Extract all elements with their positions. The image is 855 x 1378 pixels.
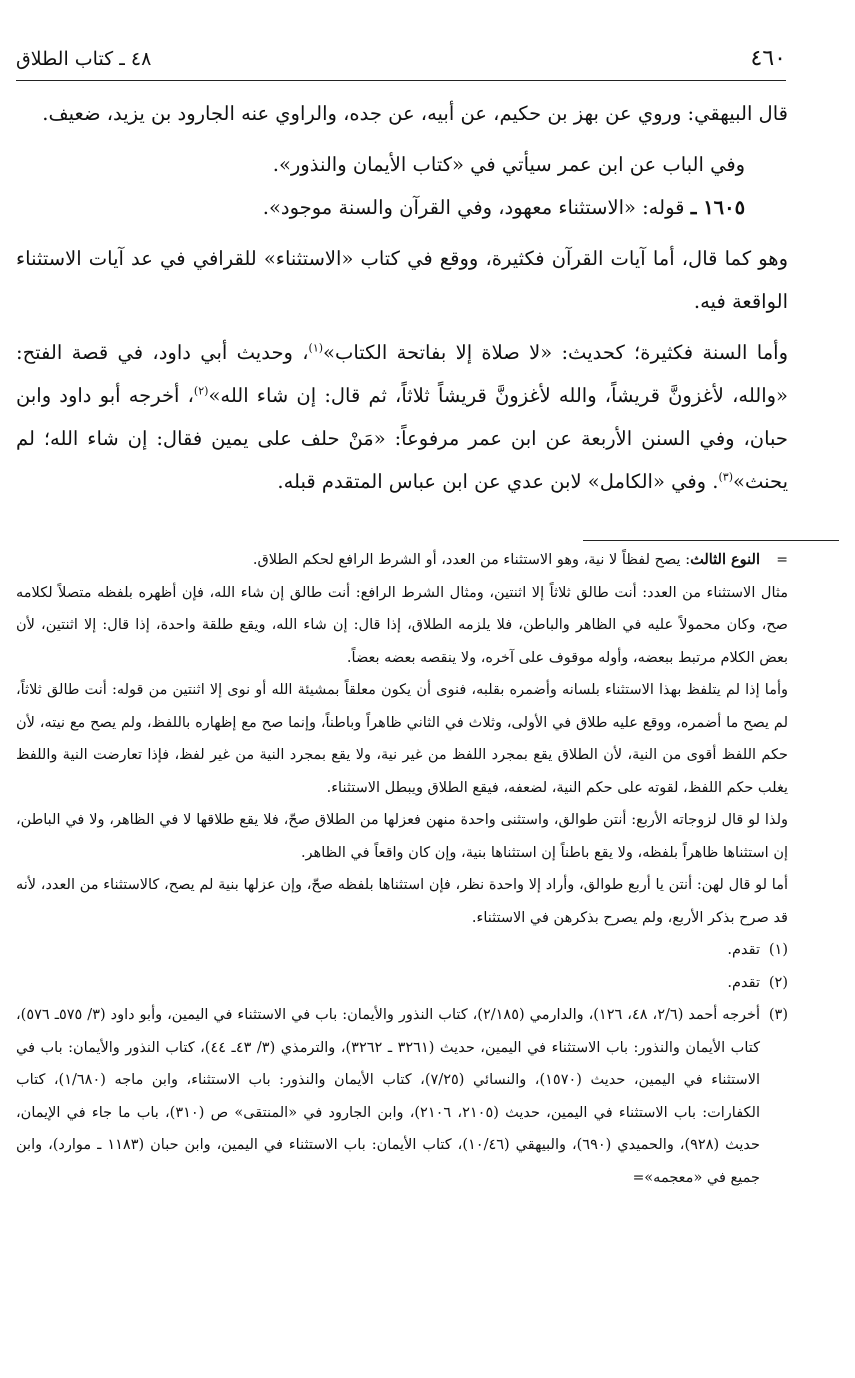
paragraph-quran-verses: وهو كما قال، أما آيات القرآن فكثيرة، ووقع في كتاب «الاستثناء» للقرافي في عد آيات الاستثناء الواقعة فيه.	[16, 247, 788, 313]
footnote-1	[16, 934, 788, 967]
footnote-text: تقدم.	[727, 974, 760, 991]
page-number: ٤٦٠	[750, 46, 786, 71]
note-paragraph-example: مثال الاستثناء من العدد: أنت طالق ثلاثاً إلا اثنتين، ومثال الشرط الرافع: أنت طالق إن شاء الله، فإن أظهره بلفظه متصلاً لكلامه صح، وكان محمولاً عليه في الظاهر والباطن، فلا يلزمه الطلاق، إذا قال: إن شاء الله، ويقع طلقة واحدة، إذا قال: إلا اثنتين، لأن بعض الكلام مرتبط ببعضه، وأوله موقوف على آخره، ولا ينقصه بعضه بعضاً.	[16, 584, 788, 666]
note-heading-text: : يصح لفظاً لا نية، وهو الاستثناء من العدد، أو الشرط الرافع لحكم الطلاق.	[252, 552, 691, 568]
footnotes	[16, 544, 788, 1194]
paragraph-1605	[16, 186, 788, 229]
sunnah-text-a: وأما السنة فكثيرة؛ كحديث: «لا صلاة إلا بفاتحة الكتاب»	[323, 341, 788, 364]
note-paragraph-four-wives: ولذا لو قال لزوجاته الأربع: أنتن طوالق، واستثنى واحدة منهن فعزلها من الطلاق صحّ، فلا يقع طلاقها لا في الظاهر، ولا في الباطن، إن استثناها ظاهراً بلفظه، ولا يقع باطناً إن استثناها بنية، وإن كان واقعاً في الظاهر.	[16, 812, 788, 861]
sunnah-text-b: ، وحديث أبي داود، في قصة الفتح: «والله، لأغزونَّ قريشاً، والله لأغزونَّ قريشاً ثلاثاً، ثم قال: إن شاء الله»	[16, 341, 788, 407]
hadith-number: ١٦٠٥ ـ	[690, 196, 746, 219]
sunnah-text-d: . وفي «الكامل» لابن عدي عن ابن عباس المتقدم قبله.	[277, 470, 719, 493]
footnote-text	[16, 999, 760, 1194]
paragraph-bayhaqi: قال البيهقي: وروي عن بهز بن حكيم، عن أبيه، عن جده، والراوي عنه الجارود بن يزيد، ضعيف.	[42, 102, 788, 125]
footnote-ref-1: (١)	[308, 341, 324, 355]
note-heading: النوع الثالث	[690, 551, 760, 568]
footnote-3-text: أخرجه أحمد (٢/٦، ٤٨، ١٢٦)، والدارمي (٢/١٨٥)، كتاب النذور والأيمان: باب في الاستثناء في اليمين، وأبو داود (٣/ ٥٧٥ـ ٥٧٦)، كتاب الأيمان والنذور: باب الاستثناء في اليمين، حديث (٣٢٦١ ـ ٣٢٦٢)، والترمذي (٣/ ٤٣ـ ٤٤)، كتاب النذور والأيمان: باب في الاستثناء في اليمين، حديث (١٥٧٠)، والنسائي (٧/٢٥)، كتاب الأيمان والنذور: باب الاستثناء، وابن ماجه (١/٦٨٠)، كتاب الكفارات: باب الاستثناء في اليمين، حديث (٢١٠٥، ٢١٠٦)، وابن الجارود في «المنتقى» ص (٣١٠)، باب ما جاء في الإيمان، حديث (٩٢٨)، والحميدي (٦٩٠)، والبيهقي (١٠/٤٦)، كتاب الأيمان: باب الاستثناء في اليمين، وابن حبان (١١٨٣ ـ موارد)، وابن جميع في «معجمه»	[16, 1007, 761, 1186]
paragraph-ibn-umar: وفي الباب عن ابن عمر سيأتي في «كتاب الأيمان والنذور».	[272, 153, 746, 176]
page-header	[16, 40, 786, 81]
footnote-ref-2: (٢)	[193, 384, 209, 398]
footnote-number: (٣)	[768, 1007, 788, 1023]
footnote-text: تقدم.	[727, 942, 760, 958]
hadith-1605-text: قوله: «الاستثناء معهود، وفي القرآن والسنة موجود».	[262, 196, 691, 219]
footnote-separator	[583, 540, 839, 541]
continuation-mark: =	[776, 552, 788, 568]
note-paragraph-four-divorced: أما لو قال لهن: أنتن يا أربع طوالق، وأراد إلا واحدة نظر، فإن استثناها بلفظه صحّ، وإن عزلها بنية لم يصح، كالاستثناء من العدد، لأنه قد صرح بذكر الأربع، ولم يصرح بذكرهن في الاستثناء.	[16, 877, 788, 926]
footnote-2	[16, 967, 788, 1000]
paragraph-sunnah	[16, 331, 788, 503]
note-paragraph-intention: وأما إذا لم يتلفظ بهذا الاستثناء بلسانه وأضمره بقلبه، فنوى أن يكون معلقاً بمشيئة الله أو نوى إلا اثنتين من قوله: أنت طالق ثلاثاً، لم يصح ما أضمره، ووقع عليه طلاق في الأولى، وثلاث في الثاني ظاهراً وباطناً، وإنما صح مع إظهاره باللفظ، ولم يصح مع نيته، لأن حكم اللفظ أقوى من النية، لأن الطلاق يقع بمجرد اللفظ من غير نية، ولا يقع بمجرد النية من غير لفظ، فإذا تعارضت النية واللفظ يغلب حكم اللفظ، لقوته على حكم النية، لضعفه، فيقع الطلاق ويبطل الاستثناء.	[16, 682, 788, 796]
note-type-three	[16, 544, 760, 577]
continued-note	[16, 544, 760, 577]
running-title: ٤٨ ـ كتاب الطلاق	[16, 48, 152, 70]
continuation-end-mark: =	[632, 1169, 645, 1186]
sunnah-text-c: ، أخرجه أبو داود وابن حبان، وفي السنن الأربعة عن ابن عمر مرفوعاً: «مَنْ حلف على يمين فقال: إن شاء الله؛ لم يحنث»	[16, 384, 788, 493]
main-text	[16, 92, 788, 503]
footnote-number: (١)	[768, 942, 788, 958]
footnote-3	[16, 999, 788, 1194]
footnote-number: (٢)	[768, 974, 788, 991]
footnote-ref-3: (٣)	[718, 470, 734, 484]
